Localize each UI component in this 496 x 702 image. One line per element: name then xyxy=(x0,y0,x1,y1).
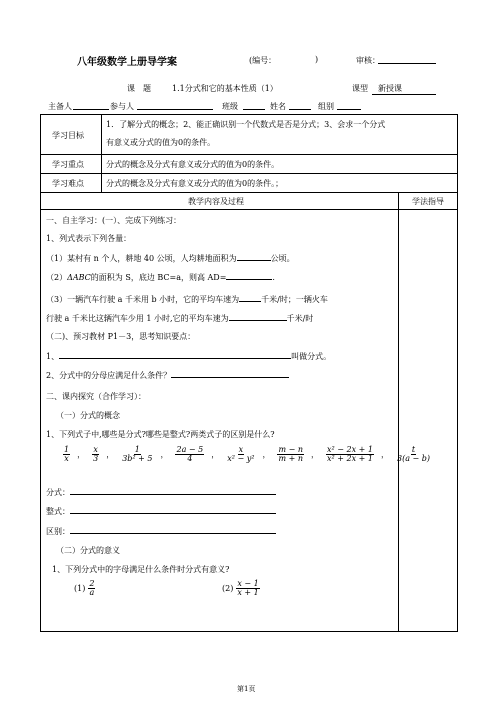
subsection-concept: （一）分式的概念 xyxy=(56,411,120,420)
topic-label: 课 题 xyxy=(127,84,151,93)
knowledge-2: 2、分式中的分母应满足什么条件？ xyxy=(46,369,289,381)
integer-answer: 整式： xyxy=(46,505,276,517)
question-3-line-1: （3）一辆汽车行驶 a 千米用 b 小时，它的平均车速为 千米/时；一辆火车 xyxy=(46,295,328,304)
section-preview: （二)、预习教材 P1－3，思考知识要点： xyxy=(46,332,196,341)
topic-text: 1.1分式和它的基本性质（1） xyxy=(172,84,278,93)
goal-text-2: 有意义或分式的值为0的条件。 xyxy=(106,138,216,147)
fraction-answer: 分式： xyxy=(46,486,276,498)
guide-header: 学法指导 xyxy=(412,197,444,206)
exercise-heading: 1、列式表示下列各量： xyxy=(46,234,132,243)
subsection-meaning: （二）分式的意义 xyxy=(56,546,120,555)
expr-7: $\frac{\text{x² − 2x + 1}}{\text{x² + 2x + 1}}$ xyxy=(327,445,373,463)
class-blank xyxy=(243,101,265,110)
difficulty-text: 分式的概念及分式有意义或分式的值为0的条件。； xyxy=(106,179,284,188)
question-3-line-2: 行驶 a 千米比这辆汽车少用 1 小时,它的平均车速为 千米/时 xyxy=(46,314,314,323)
group-blank xyxy=(337,101,361,110)
question-1: （1）某村有 n 个人，耕地 40 公顷，人均耕地面积为 公顷。 xyxy=(46,254,295,263)
class-label: 班级 xyxy=(222,102,238,111)
preparer-label: 主备人 xyxy=(48,102,72,111)
expr-1: $\frac{1}{x}$ xyxy=(64,445,70,463)
page-number: 第1页 xyxy=(237,685,256,693)
section-self-study: 一、自主学习：(一）、完成下列练习： xyxy=(46,216,182,225)
difficulty-label: 学习难点 xyxy=(52,179,84,188)
number-close: ) xyxy=(315,55,319,64)
content-header: 教学内容及过程 xyxy=(188,197,244,206)
difference-answer: 区别： xyxy=(46,525,276,537)
meaning-question: 1、下列分式中的字母满足什么条件时分式有意义? xyxy=(52,565,230,574)
knowledge-1: 1、 叫做分式。 xyxy=(46,352,332,361)
concept-question: 1、下列式子中,哪些是分式?哪些是整式?两类式子的区别是什么? xyxy=(46,430,275,439)
expr-3: $\frac{1}{\text{3b² + 5}}$ xyxy=(122,445,153,463)
name-blank xyxy=(289,101,311,110)
expr-6: $\frac{m - n}{m + n}$ xyxy=(278,445,303,463)
expr-5: $\frac{x}{\text{x² − y²}}$ xyxy=(227,445,255,463)
key-label: 学习重点 xyxy=(52,160,84,169)
type-label: 课型 xyxy=(352,84,368,93)
reviewer-label: 审核： xyxy=(356,56,380,65)
group-label: 组别 xyxy=(318,102,334,111)
name-label: 姓名 xyxy=(270,102,286,111)
number-label: (编号： xyxy=(249,56,277,65)
participants-label: 参与人 xyxy=(110,102,134,111)
expression-row: $\frac{1}{x}$ ， $\frac{x}{3}$ ， $\frac{1}{\text{3b² + 5}}$ ， $\frac{2a - 5}{4}$ ， $\frac{x}{\text{x² − y²}}$ ， $\frac{m - n}{m + n}$ ， $\frac{\text{x² − 2x + 1}}{\text{x² + 2x + 1}}$ ， $\frac{t}{3(a - b)}$ xyxy=(64,445,431,463)
goal-text-1: 1．了解分式的概念；2、能正确识别一个代数式是否是分式；3、会求一个分式 xyxy=(106,120,386,129)
reviewer-blank xyxy=(378,55,436,64)
expr-4: $\frac{2a - 5}{4}$ xyxy=(176,445,204,463)
doc-title: 八年级数学上册导学案 xyxy=(77,57,177,68)
goal-label: 学习目标 xyxy=(52,131,84,140)
question-2: （2）ΔABC的面积为 S，底边 BC=a，则高 AD= . xyxy=(46,273,275,282)
meaning-expr-1: (1) $\frac{2}{a}$ xyxy=(74,579,95,597)
expr-8: $\frac{t}{3(a - b)}$ xyxy=(397,445,431,463)
section-inquiry: 二、课内探究（合作学习）： xyxy=(46,392,146,401)
key-text: 分式的概念及分式有意义或分式的值为0的条件。 xyxy=(106,160,280,169)
expr-2: $\frac{x}{3}$ xyxy=(93,445,99,463)
type-value: 新授课 xyxy=(372,83,436,95)
meaning-expr-2: (2) $\frac{x - 1}{x + 1}$ xyxy=(222,579,259,597)
participants-blank xyxy=(137,101,213,110)
preparer-blank xyxy=(73,101,109,110)
